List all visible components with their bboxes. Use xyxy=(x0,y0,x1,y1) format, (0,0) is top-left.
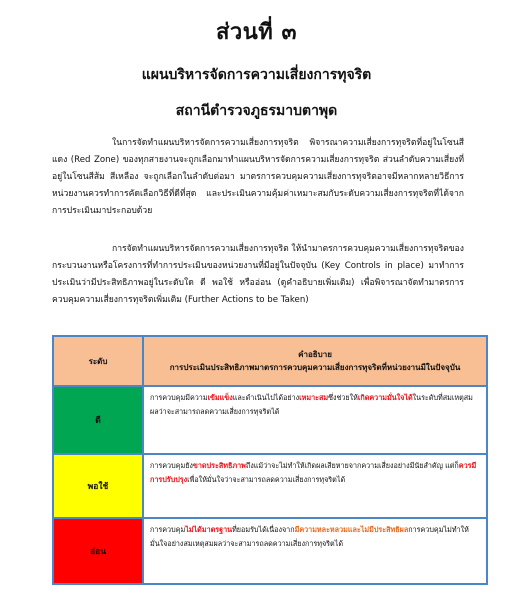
description-weak xyxy=(143,518,487,584)
desc-highlight: เหมาะสม xyxy=(299,393,329,402)
desc-text: ซึ่งช่วยให้ xyxy=(328,393,358,402)
description-header-line1: คำอธิบาย xyxy=(298,350,332,359)
description-fair xyxy=(143,454,487,518)
desc-highlight: ควรมีการปรับปรุง xyxy=(150,461,477,484)
intro-paragraph: ในการจัดทำแผนบริหารจัดการความเสี่ยงการทุจริต พิจารณาความเสี่ยงการทุจริตที่อยู่ในโซนสีแดง (Red Zone) ของทุกสายงานจะถูกเลือกมาทำแผนบริหารจัดการความเสี่ยงการทุจริต ส่วนลำดับความเสี่ยงที่อยู่ในโซนสีส้ม สีเหลือง จะถูกเลือกในลำดับต่อมา มาตรการควบคุมความเสี่ยงการทุจริตอาจมีหลากหลายวิธีการ หน่วยงานควรทำการคัดเลือกวิธีที่ดีที่สุด และประเมินความคุ้มค่าเหมาะสมกับระดับความเสี่ยงการทุจริตที่ได้จากการประเมินมาประกอบด้วย xyxy=(52,138,464,216)
desc-text: ถึงแม้ว่าจะไม่ทำให้เกิดผลเสียหายจากความเสี่ยงอย่างมีนัยสำคัญ แต่ก็ xyxy=(245,461,459,470)
desc-highlight: เกิดความมั่นใจได้ xyxy=(357,393,413,402)
desc-highlight: เข้มแข็ง xyxy=(207,393,233,402)
method-paragraph: การจัดทำแผนบริหารจัดการความเสี่ยงการทุจริต ให้นำมาตรการควบคุมความเสี่ยงการทุจริตของกระบวนงานหรือโครงการที่ทำการประเมินของหน่วยงานที่มีอยู่ในปัจจุบัน (Key Controls in place) มาทำการประเมินว่ามีประสิทธิภาพอยู่ในระดับใด ดี พอใช้ หรืออ่อน (ดูคำอธิบายเพิ่มเติม) เพื่อพิจารณาจัดทำมาตรการควบคุมความเสี่ยงการทุจริตเพิ่มเติม (Further Actions to be Taken) xyxy=(52,244,464,305)
description-column-header xyxy=(143,336,487,386)
desc-text: การควบคุมมีความ xyxy=(150,393,208,402)
table-row-good xyxy=(53,386,487,454)
desc-text: เพื่อให้มั่นใจว่าจะสามารถลดความเสี่ยงการทุจริตได้ xyxy=(187,475,346,484)
table-row-fair xyxy=(53,454,487,518)
control-effectiveness-table xyxy=(52,335,488,585)
desc-text: การควบคุมยัง xyxy=(150,461,193,470)
desc-highlight: ขาดประสิทธิภาพ xyxy=(192,461,246,470)
level-weak: อ่อน xyxy=(53,518,143,584)
desc-text: การควบคุมไม่ทำให้มั่นใจอย่างสมเหตุสมผลว่าจะสามารถลดความเสี่ยงการทุจริตได้ xyxy=(150,525,469,548)
desc-text: ที่ยอมรับได้เนื่องจาก xyxy=(232,525,295,534)
level-column-header: ระดับ xyxy=(53,336,143,386)
desc-text: และดำเนินไปได้อย่าง xyxy=(232,393,300,402)
table-header-row xyxy=(53,336,487,386)
desc-text: ในระดับที่สมเหตุสมผลว่าจะสามารถลดความเสี่ยงการทุจริตได้ xyxy=(150,393,473,416)
station-name: สถานีตำรวจภูธรมาบตาพุด xyxy=(175,103,338,119)
description-header-line2: การประเมินประสิทธิภาพมาตรการควบคุมความเสี่ยงการทุจริตที่หน่วยงานมีในปัจจุบัน xyxy=(169,363,461,372)
plan-subtitle: แผนบริหารจัดการความเสี่ยงการทุจริต xyxy=(141,67,372,83)
level-fair: พอใช้ xyxy=(53,454,143,518)
description-good xyxy=(143,386,487,454)
desc-highlight: ไม่ได้มาตรฐาน xyxy=(185,525,233,534)
table-row-weak xyxy=(53,518,487,584)
desc-highlight: มีความหละหลวมและไม่มีประสิทธิผล xyxy=(294,525,409,534)
page-title: ส่วนที่ ๓ xyxy=(215,20,298,45)
level-good: ดี xyxy=(53,386,143,454)
desc-text: การควบคุม xyxy=(150,525,186,534)
